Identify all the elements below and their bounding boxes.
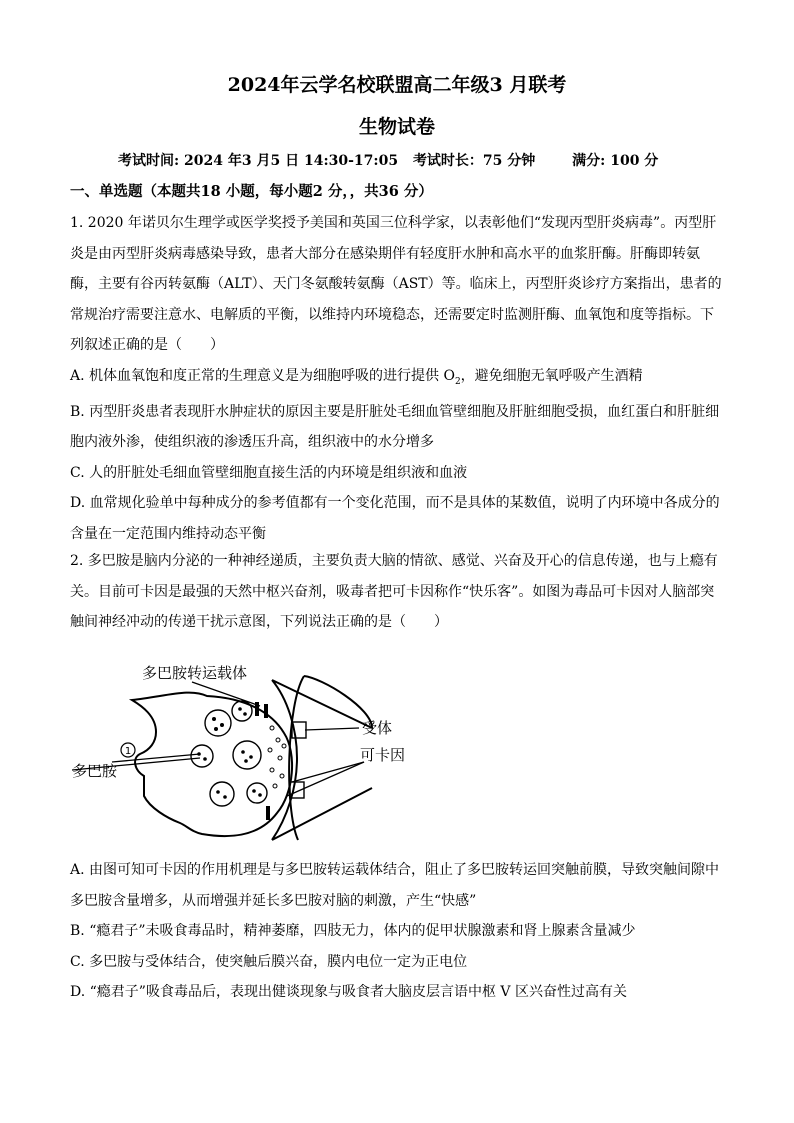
- question-1-option-a: A. 机体血氧饱和度正常的生理意义是为细胞呼吸的进行提供 $O_2$，避免细胞无氧呼吸产生酒精: [70, 367, 643, 387]
- postsynaptic-membrane: [272, 676, 372, 840]
- question-2: [70, 546, 726, 638]
- label-dopamine: 多巴胺: [72, 762, 118, 780]
- exam-time: 考试时间: 2024 年3 月5 日 14:30-17:05: [118, 153, 399, 169]
- exam-full-score: 满分: 100 分: [572, 153, 659, 169]
- question-2-option-b: B. “瘾君子”未吸食毒品时，精神萎靡，四肢无力，体内的促甲状腺激素和肾上腺素含量减少: [70, 923, 636, 939]
- exam-info-line: [118, 150, 668, 170]
- exam-title: 2024年云学名校联盟高二年级3 月联考: [227, 74, 567, 96]
- label-receptor: 受体: [362, 719, 393, 737]
- exam-duration: 考试时长：75 分钟: [412, 153, 536, 169]
- question-2-option-d: D. “瘾君子”吸食毒品后，表现出健谈现象与吸食者大脑皮层言语中枢 V 区兴奋性过高有关: [70, 984, 627, 1000]
- question-2-options: [70, 855, 726, 1008]
- exam-subject: 生物试卷: [358, 116, 435, 138]
- question-1-option-d: D. 血常规化验单中每种成分的参考值都有一个变化范围，而不是具体的某数值，说明了内环境中各成分的含量在一定范围内维持动态平衡: [70, 495, 720, 542]
- circle-1-label: 1: [124, 746, 132, 757]
- label-cocaine: 可卡因: [360, 746, 406, 764]
- label-transporter: 多巴胺转运载体: [142, 664, 248, 682]
- synapse-diagram: [72, 658, 432, 848]
- question-2-option-a: A. 由图可知可卡因的作用机理是与多巴胺转运载体结合，阻止了多巴胺转运回突触前膜，导致突触间隙中多巴胺含量增多，从而增强并延长多巴胺对脑的刺激，产生“快感”: [70, 862, 720, 909]
- question-1-stem: 1. 2020 年诺贝尔生理学或医学奖授予美国和英国三位科学家，以表彰他们“发现丙型肝炎病毒”。丙型肝炎是由丙型肝炎病毒感染导致，患者大部分在感染期伴有轻度肝水肿和高水平的血浆肝酶。肝酶即转氨酶，主要有谷丙转氨酶（ALT）、天门冬氨酸转氨酶（AST）等。临床上，丙型肝炎诊疗方案指出，患者的常规治疗需要注意水、电解质的平衡，以维持内环境稳态，还需要定时监测肝酶、血氧饱和度等指标。下列叙述正确的是（ ）: [70, 215, 722, 353]
- question-2-stem: 2. 多巴胺是脑内分泌的一种神经递质，主要负责大脑的情欲、感觉、兴奋及开心的信息传递，也与上瘾有关。目前可卡因是最强的天然中枢兴奋剂，吸毒者把可卡因称作“快乐客”。如图为毒品可卡因对人脑部突触间神经冲动的传递干扰示意图，下列说法正确的是（ ）: [70, 553, 718, 630]
- question-1-option-c: C. 人的肝脏处毛细血管壁细胞直接生活的内环境是组织液和血液: [70, 464, 468, 481]
- question-2-option-c: C. 多巴胺与受体结合，使突触后膜兴奋，膜内电位一定为正电位: [70, 953, 468, 970]
- section-title: 一、单选题（本题共18 小题，每小题2 分，，共36 分）: [70, 183, 433, 200]
- released-dopamine: [268, 726, 286, 788]
- question-1: [70, 208, 726, 549]
- question-1-option-b: B. 丙型肝炎患者表现肝水肿症状的原因主要是肝脏处毛细血管壁细胞及肝脏细胞受损，血红蛋白和肝脏细胞内液外渗，使组织液的渗透压升高，组织液中的水分增多: [70, 403, 720, 451]
